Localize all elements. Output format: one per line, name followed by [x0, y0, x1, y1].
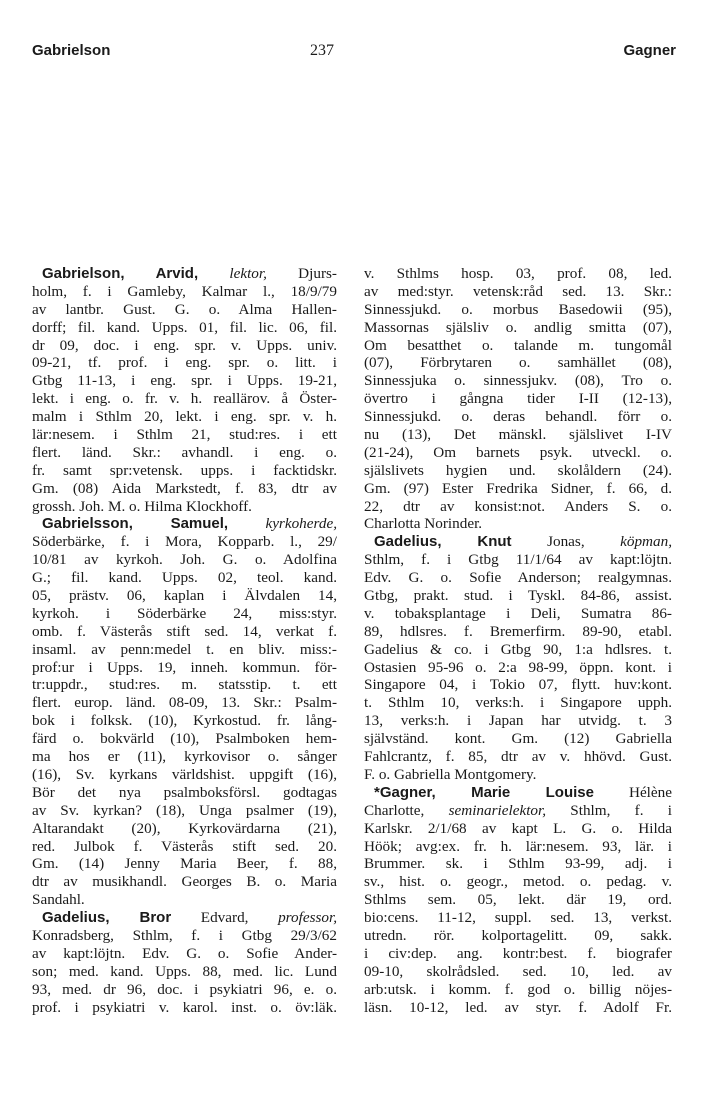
text-line	[32, 766, 337, 784]
text-span: av med:styr. vetensk:råd sed. 13. Skr.:	[364, 282, 672, 300]
right-column	[364, 265, 672, 1016]
text-span: 09-21, tf. prof. i eng. spr. o. litt. i	[32, 354, 337, 372]
text-span: Gtbg, prakt. stud. i Tyskl. 84-86, assist.	[364, 587, 672, 605]
text-line	[364, 676, 672, 694]
text-span: tr:uppdr., stud:res. m. statsstip. t. ett	[32, 676, 337, 694]
text-line	[32, 712, 337, 730]
text-span: Sthlm, f. i	[546, 801, 672, 819]
text-line	[32, 802, 337, 820]
text-line	[32, 999, 337, 1017]
text-span: Gadelius & co. i Gtbg 90, 1:a hdlsres. t.	[364, 640, 672, 658]
text-span	[228, 515, 265, 532]
text-span: läsn. 10-12, led. av styr. f. Adolf Fr.	[364, 998, 672, 1016]
entry-title: seminarielektor,	[448, 801, 547, 819]
text-line	[32, 337, 337, 355]
text-span: dr 09, doc. i eng. spr. v. Upps. univ.	[32, 336, 337, 354]
text-span: F. o. Gabriella Montgomery.	[364, 765, 537, 783]
text-line	[364, 659, 672, 677]
text-line	[364, 354, 672, 372]
text-line	[364, 408, 672, 426]
text-line	[364, 909, 672, 927]
text-line	[364, 891, 672, 909]
text-span: själslivets hygien und. skolåldern (24).	[364, 461, 672, 479]
text-line	[32, 372, 337, 390]
text-line	[364, 784, 672, 802]
text-line	[32, 390, 337, 408]
text-span: Edv. G. o. Sofie Anderson; realgymnas.	[364, 569, 672, 587]
text-line	[364, 283, 672, 301]
entry-name: Gabrielsson, Samuel,	[42, 515, 229, 533]
text-line	[32, 730, 337, 748]
text-line	[364, 498, 672, 516]
text-span: v. Sthlms hosp. 03, prof. 08, led.	[364, 265, 672, 282]
text-span: färd o. bokvärld (10), Psalmboken hem-	[32, 730, 337, 748]
text-line	[364, 712, 672, 730]
text-span: Sandahl.	[32, 891, 85, 909]
text-span: lär:nesem. i Sthlm 21, stud:res. i ett	[32, 426, 337, 444]
text-span: Konradsberg, Sthlm, f. i Gtbg 29/3/62	[32, 926, 337, 944]
text-line	[364, 569, 672, 587]
entry-title: köpman,	[620, 533, 672, 551]
text-span: insaml. av penn:medel t. en bliv. miss:-	[32, 640, 337, 658]
text-line	[32, 945, 337, 963]
text-line	[364, 337, 672, 355]
text-span: Djurs-	[266, 265, 337, 282]
text-span: Sthlms sem. 05, lekt. där 19, ord.	[364, 891, 672, 909]
text-span: (16), Sv. kyrkans världshist. uppgift (16),	[32, 765, 337, 783]
text-line	[364, 462, 672, 480]
text-line	[364, 390, 672, 408]
text-line	[32, 551, 337, 569]
entry-title: kyrkoherde,	[265, 515, 337, 533]
text-span: lekt. i eng. o. fr. v. h. reallärov. å Öster-	[32, 390, 337, 408]
text-line	[32, 462, 337, 480]
text-line	[364, 641, 672, 659]
text-line	[32, 480, 337, 498]
text-line	[364, 927, 672, 945]
text-span: bio:cens. 11-12, suppl. sed. 13, verkst.	[364, 909, 672, 927]
text-span: bok i folksk. (10), Kyrkostud. fr. lång-	[32, 712, 337, 730]
text-line	[364, 855, 672, 873]
text-span: Charlotta Norinder.	[364, 515, 483, 533]
text-line	[32, 784, 337, 802]
text-span: (07), Förbrytaren o. samhället (08),	[364, 354, 672, 372]
text-line	[32, 623, 337, 641]
text-line	[364, 873, 672, 891]
text-line	[364, 730, 672, 748]
text-span: 22, dtr av konsist:not. Anders S. o.	[364, 497, 672, 515]
text-line	[364, 426, 672, 444]
text-line	[364, 265, 672, 283]
text-line	[32, 444, 337, 462]
text-span: fr. samt spr:vetensk. upps. i facktidskr.	[32, 461, 337, 479]
text-span: G.; fil. kand. Upps. 02, teol. kand.	[32, 569, 337, 587]
text-span: 93, med. dr 96, doc. i psykiatri 96, e. o.	[32, 980, 337, 998]
text-line	[364, 981, 672, 999]
text-span: Sinnessjukd. o. deras behandl. förr o.	[364, 408, 672, 426]
text-span: Edvard,	[171, 909, 279, 927]
text-line	[364, 838, 672, 856]
text-line	[364, 820, 672, 838]
text-span: Altarandakt (20), Kyrkovärdarna (21),	[32, 819, 337, 837]
text-span: holm, f. i Gamleby, Kalmar l., 18/9/79	[32, 282, 337, 300]
text-line	[32, 641, 337, 659]
text-line	[364, 319, 672, 337]
text-line	[32, 909, 337, 927]
text-line	[32, 873, 337, 891]
entry-name: Gadelius, Knut	[374, 533, 512, 551]
text-span: dtr av musikhandl. Georges B. o. Maria	[32, 873, 337, 891]
text-span: i civ:dep. ang. kontr:best. f. biografer	[364, 944, 672, 962]
text-line	[364, 766, 672, 784]
text-line	[32, 408, 337, 426]
left-column	[32, 265, 337, 1016]
text-span: Gm. (14) Jenny Maria Beer, f. 88,	[32, 855, 337, 873]
text-span: arb:utsk. i komm. f. god o. billig nöjes-	[364, 980, 672, 998]
entry-title: professor,	[278, 909, 337, 927]
text-line	[364, 444, 672, 462]
entry-name: Gadelius, Bror	[42, 909, 172, 927]
text-span: son; med. kand. Upps. 88, med. lic. Lund	[32, 962, 337, 980]
text-span: Gm. (97) Ester Fredrika Sidner, f. 66, d.	[364, 479, 672, 497]
text-line	[32, 981, 337, 999]
text-span: 13, verks:h. i Japan har utvidg. t. 3	[364, 712, 672, 730]
text-line	[364, 480, 672, 498]
text-span: Jonas,	[511, 533, 621, 551]
text-line	[32, 426, 337, 444]
text-line	[32, 748, 337, 766]
text-line	[32, 319, 337, 337]
text-span: självständ. kont. Gm. (12) Gabriella	[364, 730, 672, 748]
text-line	[32, 533, 337, 551]
text-span: t. Sthlm 10, verks:h. i Singapore upph.	[364, 694, 672, 712]
text-span: sv., hist. o. geogr., metod. o. pedag. v.	[364, 873, 672, 891]
text-span: kyrkoh. i Söderbärke 24, miss:styr.	[32, 604, 337, 622]
text-span: Sinnessjuka o. sinnessjukv. (08), Tro o.	[364, 372, 672, 390]
text-span: Om besatthet o. talande m. tungomål	[364, 336, 672, 354]
text-line	[364, 551, 672, 569]
text-span: av kapt:löjtn. Edv. G. o. Sofie Ander-	[32, 944, 337, 962]
text-span: Sthlm, f. i Gtbg 11/1/64 av kapt:löjtn.	[364, 551, 672, 569]
text-span: Söderbärke, f. i Mora, Kopparb. l., 29/	[32, 533, 337, 551]
text-span: flert. länd. Skr.: avhandl. i eng. o.	[32, 443, 337, 461]
text-line	[364, 694, 672, 712]
text-span: prof:ur i Upps. 19, inneh. kommun. för-	[32, 658, 337, 676]
text-span: dorff; fil. kand. Upps. 01, fil. lic. 06, fil.	[32, 318, 337, 336]
text-span: utredn. rör. kolportagelitt. 09, sakk.	[364, 926, 672, 944]
text-span: Brummer. sk. i Sthlm 93-99, adj. i	[364, 855, 672, 873]
text-span: malm i Sthlm 20, lekt. i eng. spr. v. h.	[32, 408, 337, 426]
text-line	[32, 301, 337, 319]
text-line	[32, 855, 337, 873]
text-line	[364, 372, 672, 390]
text-line	[364, 605, 672, 623]
text-span: Fahlcrantz, f. 85, dtr av v. hhövd. Gust.	[364, 748, 672, 766]
text-line	[32, 927, 337, 945]
text-line	[32, 659, 337, 677]
text-span: av Sv. kyrkan? (18), Unga psalmer (19),	[32, 801, 337, 819]
text-line	[32, 283, 337, 301]
text-line	[364, 515, 672, 533]
text-line	[32, 694, 337, 712]
text-span: av lantbr. Gust. G. o. Alma Hallen-	[32, 300, 337, 318]
page-number: 237	[310, 42, 334, 59]
text-line	[364, 587, 672, 605]
text-line	[32, 515, 337, 533]
text-line	[364, 623, 672, 641]
text-line	[32, 963, 337, 981]
text-line	[364, 963, 672, 981]
running-head-right: Gagner	[623, 42, 676, 59]
text-span	[198, 265, 229, 282]
text-span: Gm. (08) Aida Markstedt, f. 83, dtr av	[32, 479, 337, 497]
text-span: Bör det nya psalmboksförsl. godtagas	[32, 783, 337, 801]
text-line	[364, 748, 672, 766]
text-span: Sinnessjukd. o. morbus Basedowii (95),	[364, 300, 672, 318]
text-line	[32, 605, 337, 623]
text-line	[32, 587, 337, 605]
text-span: grossh. Joh. M. o. Hilma Klockhoff.	[32, 497, 252, 515]
text-span: Ostasien 95-96 o. 2:a 98-99, öppn. kont. i	[364, 658, 672, 676]
entry-name: Gabrielson, Arvid,	[42, 265, 199, 282]
text-span: v. tobaksplantage i Deli, Sumatra 86-	[364, 604, 672, 622]
entry-name: *Gagner, Marie Louise	[374, 783, 594, 801]
text-span: 10/81 av kyrkoh. Joh. G. o. Adolfina	[32, 551, 337, 569]
text-span: Karlskr. 2/1/68 av kapt L. G. o. Hilda	[364, 819, 672, 837]
text-line	[32, 838, 337, 856]
text-span: Hélène	[593, 783, 672, 801]
text-line	[364, 945, 672, 963]
text-line	[32, 676, 337, 694]
text-line	[32, 891, 337, 909]
text-line	[32, 820, 337, 838]
text-line	[32, 569, 337, 587]
text-line	[364, 999, 672, 1017]
text-span: prof. i psykiatri v. karol. inst. o. öv:läk.	[32, 998, 337, 1016]
text-line	[32, 498, 337, 516]
entry-title: lektor,	[229, 265, 267, 282]
text-span: flert. europ. länd. 08-09, 13. Skr.: Psalm-	[32, 694, 337, 712]
text-span: Massornas själsliv o. andlig smitta (07),	[364, 318, 672, 336]
text-span: Charlotte,	[364, 801, 449, 819]
text-span: Singapore 04, i Tokio 07, flytt. huv:kont.	[364, 676, 672, 694]
text-line	[364, 533, 672, 551]
text-line	[364, 301, 672, 319]
running-head-left: Gabrielson	[32, 42, 111, 59]
text-span: övertro i gångna tider I-II (12-13),	[364, 390, 672, 408]
text-span: omb. f. Västerås stift sed. 14, verkat f.	[32, 622, 337, 640]
text-span: nu (13), Det mänskl. själslivet I-IV	[364, 426, 672, 444]
text-span: red. Julbok f. Västerås stift sed. 20.	[32, 837, 337, 855]
text-span: Gtbg 11-13, i eng. spr. i Upps. 19-21,	[32, 372, 337, 390]
text-span: 05, prästv. 06, kaplan i Älvdalen 14,	[32, 587, 337, 605]
text-span: 09-10, skolrådsled. sed. 10, led. av	[364, 962, 672, 980]
text-span: 89, hdlsres. f. Bremerfirm. 89-90, etabl.	[364, 622, 672, 640]
text-span: ma hos er (11), kyrkovisor o. sånger	[32, 748, 337, 766]
text-line	[32, 265, 337, 283]
text-line	[364, 802, 672, 820]
text-span: (21-24), Om barnets psyk. utveckl. o.	[364, 443, 672, 461]
text-span: Höök; avg:ex. fr. h. lär:nesem. 93, lär. i	[364, 837, 672, 855]
text-line	[32, 354, 337, 372]
